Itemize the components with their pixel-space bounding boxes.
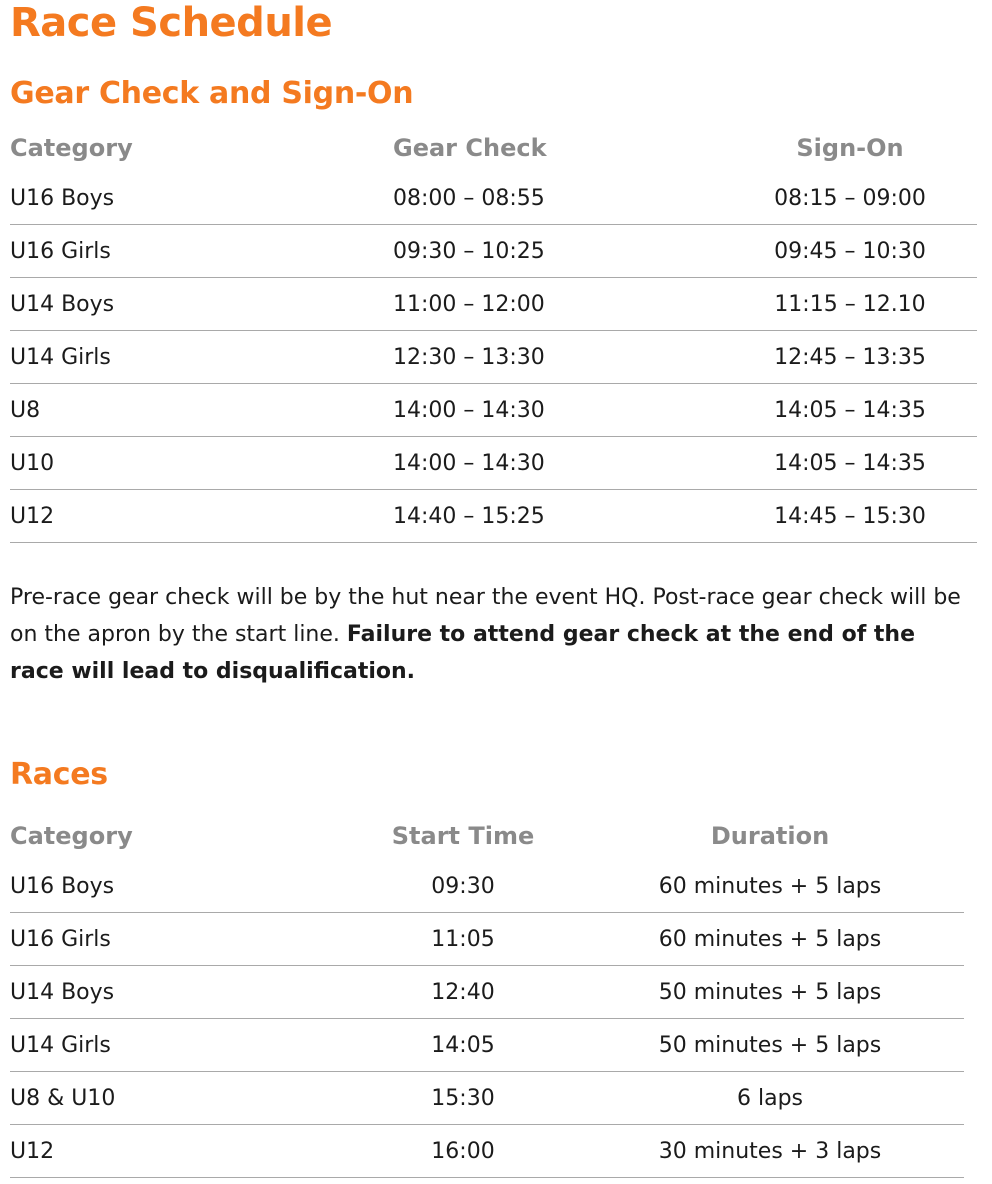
cell-gear-check: 12:30 – 13:30 (393, 331, 723, 384)
column-header-category: Category (10, 134, 133, 162)
cell-category: U8 & U10 (10, 1072, 350, 1125)
cell-duration: 50 minutes + 5 laps (576, 966, 964, 1019)
cell-category: U14 Boys (10, 278, 393, 331)
cell-duration: 6 laps (576, 1072, 964, 1125)
cell-category: U14 Girls (10, 331, 393, 384)
cell-sign-on: 12:45 – 13:35 (723, 331, 977, 384)
cell-start-time: 09:30 (350, 860, 576, 913)
cell-gear-check: 11:00 – 12:00 (393, 278, 723, 331)
cell-start-time: 11:05 (350, 913, 576, 966)
cell-sign-on: 09:45 – 10:30 (723, 225, 977, 278)
table-row (10, 966, 964, 1019)
cell-category: U14 Boys (10, 966, 350, 1019)
cell-start-time: 16:00 (350, 1125, 576, 1178)
table-row (10, 1072, 964, 1125)
table-row (10, 1019, 964, 1072)
page-title: Race Schedule (10, 0, 333, 46)
cell-duration: 60 minutes + 5 laps (576, 860, 964, 913)
table-row (10, 913, 964, 966)
table-row (10, 384, 977, 437)
column-header-gear-check: Gear Check (393, 134, 547, 162)
cell-category: U14 Girls (10, 1019, 350, 1072)
cell-duration: 50 minutes + 5 laps (576, 1019, 964, 1072)
cell-sign-on: 14:45 – 15:30 (723, 490, 977, 543)
cell-category: U12 (10, 490, 393, 543)
column-header-category: Category (10, 822, 133, 850)
column-header-duration: Duration (710, 822, 830, 850)
gear-check-note (10, 579, 970, 690)
table-row (10, 331, 977, 384)
table-row (10, 225, 977, 278)
cell-sign-on: 14:05 – 14:35 (723, 437, 977, 490)
cell-gear-check: 14:00 – 14:30 (393, 437, 723, 490)
table-header-row (10, 124, 977, 172)
cell-gear-check: 09:30 – 10:25 (393, 225, 723, 278)
cell-duration: 30 minutes + 3 laps (576, 1125, 964, 1178)
gear-section-heading: Gear Check and Sign-On (10, 76, 414, 111)
cell-sign-on: 14:05 – 14:35 (723, 384, 977, 437)
table-row (10, 1125, 964, 1178)
table-header-row (10, 812, 964, 860)
cell-category: U10 (10, 437, 393, 490)
cell-sign-on: 08:15 – 09:00 (723, 172, 977, 225)
cell-start-time: 14:05 (350, 1019, 576, 1072)
cell-gear-check: 08:00 – 08:55 (393, 172, 723, 225)
note-text: Pre-race gear check will be by the hut near the event HQ. Post-race gear check will be on the apron by the start line. (10, 585, 961, 647)
gear-check-table (10, 124, 977, 543)
cell-category: U16 Girls (10, 225, 393, 278)
column-header-sign-on: Sign-On (796, 134, 904, 162)
cell-duration: 60 minutes + 5 laps (576, 913, 964, 966)
table-row (10, 278, 977, 331)
cell-category: U16 Boys (10, 172, 393, 225)
table-row (10, 860, 964, 913)
table-row (10, 437, 977, 490)
cell-start-time: 15:30 (350, 1072, 576, 1125)
cell-category: U16 Boys (10, 860, 350, 913)
races-table (10, 812, 964, 1178)
table-row (10, 172, 977, 225)
table-row (10, 490, 977, 543)
note-warning: Failure to attend gear check at the end of the race will lead to disqualification. (10, 622, 916, 684)
column-header-start-time: Start Time (391, 822, 535, 850)
races-section-heading: Races (10, 757, 108, 792)
cell-gear-check: 14:00 – 14:30 (393, 384, 723, 437)
cell-start-time: 12:40 (350, 966, 576, 1019)
cell-category: U12 (10, 1125, 350, 1178)
cell-sign-on: 11:15 – 12.10 (723, 278, 977, 331)
cell-category: U16 Girls (10, 913, 350, 966)
cell-gear-check: 14:40 – 15:25 (393, 490, 723, 543)
cell-category: U8 (10, 384, 393, 437)
